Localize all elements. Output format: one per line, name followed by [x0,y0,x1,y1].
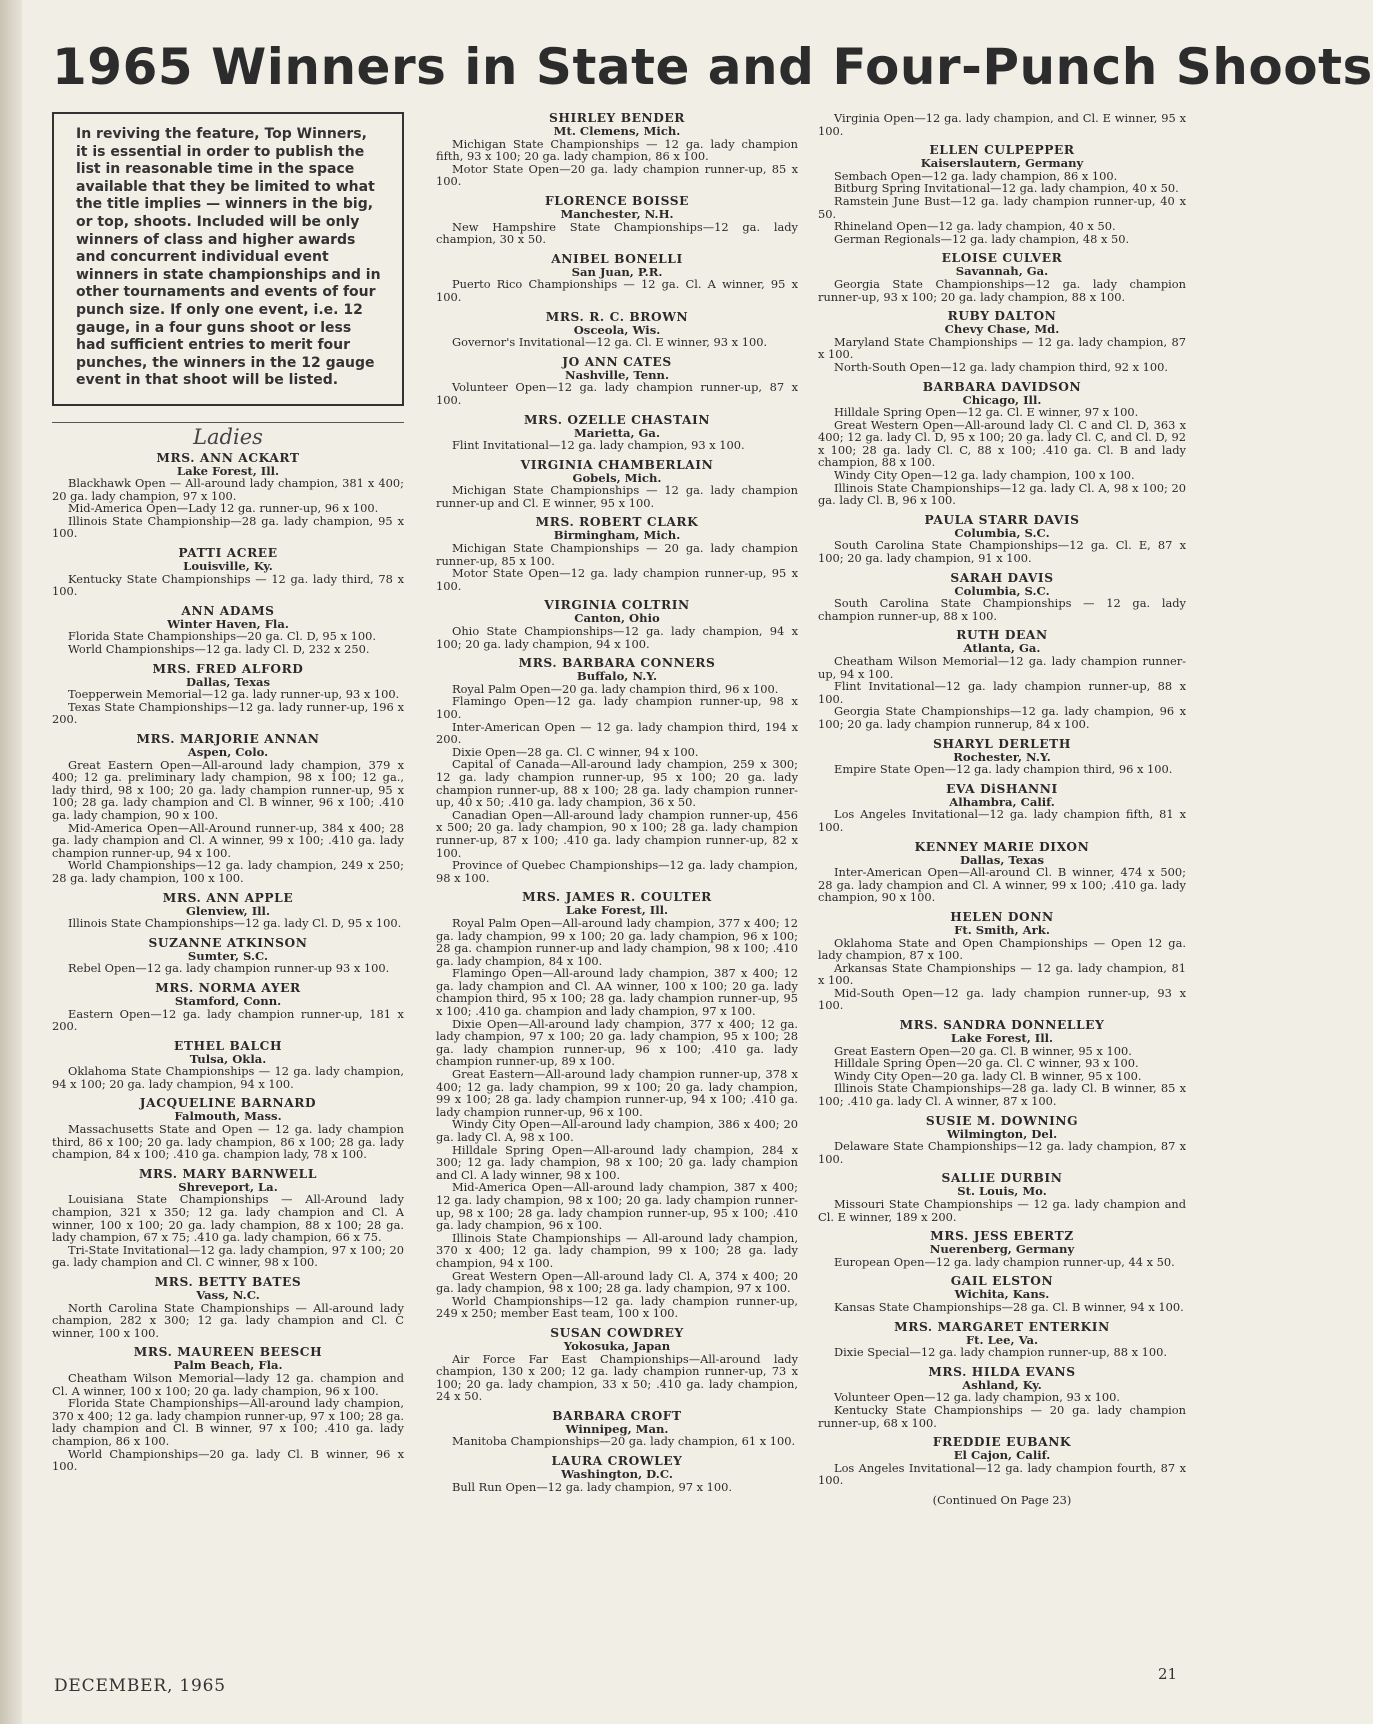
winner-hometown: Winter Haven, Fla. [167,616,289,631]
winner-entry [436,311,798,349]
event-result: Sembach Open—12 ga. lady champion, 86 x 100. [834,168,1118,183]
winner-entry [436,1410,798,1448]
intro-box: In reviving the feature, Top Winners, it is essential in order to publish the list in reasonable time in the space available that they be limited to what the title implies — winners in the big, or top, shoots. Included will be only winners of class and higher awards and concurrent individual event winners in state championships and in other tournaments and events of four punch size. If only one event, i.e. 12 gauge, in a four guns shoot or less had sufficient entries to merit four punches, the winners in the 12 gauge event in that shoot will be listed. [52,112,404,406]
winner-hometown: Wichita, Kans. [954,1287,1050,1302]
winner-entry [436,356,798,407]
winner-hometown: Columbia, S.C. [954,525,1050,540]
column-3 [818,112,1186,1507]
continued-note: (Continued On Page 23) [932,1492,1072,1507]
event-result: Windy City Open—All-around lady champion, 386 x 400; 20 ga. lady Cl. A, 98 x 100. [436,1117,798,1144]
winner-hometown: Osceola, Wis. [573,322,661,337]
winner-hometown: Lake Forest, Ill. [176,463,280,478]
winner-hometown: Canton, Ohio [574,611,660,626]
event-result: Great Western Open—All-around lady Cl. C and Cl. D, 363 x 400; 12 ga. lady Cl. D, 95 x 100; 20 ga. lady Cl. C, and Cl. D, 92 x 100; 28 ga. lady Cl. C, 88 x 100; .410 ga. Cl. B and lady champion, 88 x 100. [818,417,1186,470]
event-result: Florida State Championships—All-around lady champion, 370 x 400; 12 ga. lady champion runner-up, 97 x 100; 28 ga. lady champion and Cl. B winner, 97 x 100; .410 ga. lady champion, 86 x 100. [52,1396,404,1448]
event-result: Oklahoma State and Open Championships — Open 12 ga. lady champion, 87 x 100. [818,935,1186,963]
event-result: Los Angeles Invitational—12 ga. lady champion fifth, 81 x 100. [818,807,1186,834]
column-2 [436,112,798,1500]
event-result: Toepperwein Memorial—12 ga. lady runner-up, 93 x 100. [68,687,400,702]
event-result: Virginia Open—12 ga. lady champion, and Cl. E winner, 95 x 100. [818,111,1186,138]
winner-name: SHARYL DERLETH [933,736,1071,751]
winner-entry [52,1168,404,1269]
event-result: Michigan State Championships — 20 ga. lady champion runner-up, 85 x 100. [436,541,798,568]
event-result: Ramstein June Bust—12 ga. lady champion runner-up, 40 x 50. [818,193,1186,221]
winner-entry [818,381,1186,507]
event-result: Air Force Far East Championships—All-around lady champion, 130 x 200; 12 ga. lady champion runner-up, 73 x 100; 20 ga. lady champion, 33 x 50; .410 ga. lady champion, 24 x 50. [436,1351,798,1404]
winner-name: MRS. BARBARA CONNERS [518,656,716,671]
winner-hometown: Chevy Chase, Md. [944,322,1060,337]
event-result: Maryland State Championships — 12 ga. lady champion, 87 x 100. [818,334,1186,362]
winner-hometown: Ashland, Ky. [962,1377,1042,1392]
event-result: World Championships—12 ga. lady Cl. D, 232 x 250. [68,642,370,657]
winner-name: HELEN DONN [950,909,1054,924]
event-result: Volunteer Open—12 ga. lady champion, 93 x 100. [834,1390,1120,1405]
winner-entry [818,1366,1186,1429]
winner-hometown: Tulsa, Okla. [189,1051,267,1066]
winner-entry [818,1230,1186,1268]
winner-entry [52,982,404,1033]
event-result: Flint Invitational—12 ga. lady champion runner-up, 88 x 100. [818,679,1186,706]
entries-column-1 [52,452,404,1473]
event-result: Capital of Canada—All-around lady champion, 259 x 300; 12 ga. lady champion runner-up, 95 x 100; 20 ga. lady champion runner-up, 88 x 100; 28 ga. lady champion runner-up, 40 x 50; .410 ga. lady champion, 36 x 50. [436,757,798,810]
winner-hometown: Wilmington, Del. [946,1126,1058,1141]
winner-name: FREDDIE EUBANK [932,1435,1072,1450]
winner-name: MRS. NORMA AYER [155,980,301,995]
winner-hometown: Louisville, Ky. [183,559,273,574]
winner-name: SHIRLEY BENDER [548,111,686,125]
event-result: Windy City Open—20 ga. lady Cl. B winner, 95 x 100. [834,1068,1142,1083]
event-result: Missouri State Championships — 12 ga. lady champion and Cl. E winner, 189 x 200. [818,1197,1186,1224]
winner-name: JACQUELINE BARNARD [139,1096,317,1111]
event-result: Mid-America Open—Lady 12 ga. runner-up, 96 x 100. [68,501,379,516]
event-result: Massachusetts State and Open — 12 ga. lady champion third, 86 x 100; 20 ga. lady champion, 86 x 100; 28 ga. lady champion, 84 x 100; .410 ga. champion lady, 78 x 100. [52,1122,404,1162]
winner-name: FLORENCE BOISSE [544,193,690,208]
winner-name: MRS. OZELLE CHASTAIN [523,412,711,427]
event-result: Illinois State Championship—28 ga. lady champion, 95 x 100. [52,513,404,541]
event-result: Flamingo Open—All-around lady champion, 387 x 400; 12 ga. lady champion and Cl. AA winner, 100 x 100; 20 ga. lady champion third, 95 x 100; 28 ga. lady champion runner-up, 95 x 100; .410 ga. champion and lady champion, 97 x 100. [436,966,798,1019]
winner-name: KENNEY MARIE DIXON [914,839,1090,854]
winner-hometown: Lake Forest, Ill. [950,1031,1054,1046]
winner-name: SUSAN COWDREY [550,1325,684,1340]
event-result: Great Eastern Open—20 ga. Cl. B winner, 95 x 100. [834,1043,1132,1058]
winner-entry [818,1019,1186,1108]
event-result: Oklahoma State Championships — 12 ga. lady champion, 94 x 100; 20 ga. lady champion, 94 x 100. [52,1064,404,1091]
event-result: Flint Invitational—12 ga. lady champion, 93 x 100. [452,438,745,453]
winner-name: MRS. ANN ACKART [156,450,300,465]
winner-entry [436,459,798,510]
winner-entry [436,195,798,246]
event-result: New Hampshire State Championships—12 ga. lady champion, 30 x 50. [436,219,798,247]
event-result: Kansas State Championships—28 ga. Cl. B winner, 94 x 100. [834,1299,1184,1314]
event-result: Puerto Rico Championships — 12 ga. Cl. A winner, 95 x 100. [436,277,798,304]
winner-entry [52,1346,404,1472]
winner-entry [818,572,1186,623]
winner-entry [436,657,798,884]
winner-hometown: Birmingham, Mich. [553,528,681,543]
winner-name: MRS. BETTY BATES [154,1275,302,1289]
event-result: Arkansas State Championships — 12 ga. lady champion, 81 x 100. [818,960,1186,988]
event-result: Hilldale Spring Open—12 ga. Cl. E winner, 97 x 100. [834,405,1139,420]
winner-hometown: Shreveport, La. [178,1179,278,1194]
winner-hometown: Ft. Lee, Va. [965,1332,1039,1347]
winner-hometown: Vass, N.C. [196,1288,260,1302]
event-result: Bitburg Spring Invitational—12 ga. lady champion, 40 x 50. [834,181,1179,196]
event-result: Eastern Open—12 ga. lady champion runner-up, 181 x 200. [52,1006,404,1034]
winner-hometown: San Juan, P.R. [571,264,663,279]
event-result: Ohio State Championships—12 ga. lady champion, 94 x 100; 20 ga. lady champion, 94 x 100. [436,624,798,651]
winner-hometown: Marietta, Ga. [574,425,660,440]
winner-name: RUBY DALTON [947,309,1057,324]
event-result: Illinois State Championships—28 ga. lady Cl. B winner, 85 x 100; .410 ga. lady Cl. A winner, 87 x 100. [818,1081,1186,1109]
winner-name: GAIL ELSTON [950,1274,1054,1289]
winner-name: SARAH DAVIS [950,570,1054,585]
event-result: Cheatham Wilson Memorial—12 ga. lady champion runner-up, 94 x 100. [818,654,1186,681]
winner-name: BARBARA CROFT [552,1408,682,1423]
winner-entry [818,1115,1186,1166]
winner-name: ELLEN CULPEPPER [929,143,1075,158]
winner-name: MRS. SANDRA DONNELLEY [899,1018,1105,1033]
winner-entry [436,1327,798,1403]
winner-name: SALLIE DURBIN [941,1171,1063,1186]
event-result: Great Eastern Open—All-around lady champion, 379 x 400; 12 ga. preliminary lady champion, 98 x 100; 12 ga., lady third, 98 x 100; 20 ga. lady champion runner-up, 95 x 100; 28 ga. lady champion and Cl. B winner, 96 x 100; .410 ga. lady champion, 90 x 100. [52,757,404,822]
event-result: Mid-America Open—All-Around runner-up, 384 x 400; 28 ga. lady champion and Cl. A winner, 99 x 100; .410 ga. lady champion runner-up, 94 x 100. [52,820,404,860]
winner-entry [436,414,798,452]
event-result: Georgia State Championships—12 ga. lady champion runner-up, 93 x 100; 20 ga. lady champion, 88 x 100. [818,276,1186,304]
event-result: South Carolina State Championships — 12 ga. lady champion runner-up, 88 x 100. [818,596,1186,623]
winner-name: MRS. MARY BARNWELL [138,1166,318,1181]
event-result: World Championships—20 ga. lady Cl. B winner, 96 x 100. [52,1446,404,1474]
winner-entry [818,112,1186,137]
event-result: Rebel Open—12 ga. lady champion runner-up 93 x 100. [68,961,390,976]
event-result: Flamingo Open—12 ga. lady champion runner-up, 98 x 100. [436,694,798,721]
winner-entry [436,891,798,1320]
winner-hometown: Ft. Smith, Ark. [954,922,1050,937]
entries-column-2 [436,112,798,1493]
winner-hometown: Falmouth, Mass. [174,1109,282,1124]
winner-name: MRS. MAUREEN BEESCH [133,1345,323,1360]
winner-name: LAURA CROWLEY [551,1454,683,1469]
event-result: Cheatham Wilson Memorial—lady 12 ga. champion and Cl. A winner, 100 x 100; 20 ga. lady champion, 96 x 100. [52,1370,404,1398]
event-result: Mid-America Open—All-around lady champion, 387 x 400; 12 ga. lady champion, 98 x 100; 20 ga. lady champion runner-up, 98 x 100; 28 ga. lady champion runner-up, 95 x 100; .410 ga. lady champion, 96 x 100. [436,1180,798,1233]
footer-date: DECEMBER, 1965 [54,1676,226,1696]
event-result: European Open—12 ga. lady champion runner-up, 44 x 50. [834,1254,1175,1269]
winner-hometown: Mt. Clemens, Mich. [553,124,681,138]
event-result: Michigan State Championships — 12 ga. lady champion fifth, 93 x 100; 20 ga. lady champion, 86 x 100. [436,136,798,164]
event-result: Illinois State Championships—12 ga. lady Cl. A, 98 x 100; 20 ga. lady Cl. B, 96 x 100. [818,480,1186,508]
winner-entry [52,733,404,885]
winner-entry [818,144,1186,245]
winner-name: MRS. MARGARET ENTERKIN [894,1319,1110,1334]
winner-hometown: Gobels, Mich. [572,470,662,485]
winner-entry [52,937,404,975]
winner-hometown: Rochester, N.Y. [953,749,1051,764]
winner-entry [52,452,404,541]
entries-column-3 [818,112,1186,1487]
winner-hometown: Chicago, Ill. [962,392,1042,407]
event-result: Royal Palm Open—20 ga. lady champion third, 96 x 100. [452,681,779,696]
winner-hometown: Palm Beach, Fla. [173,1358,283,1373]
event-result: Province of Quebec Championships—12 ga. lady champion, 98 x 100. [436,858,798,885]
winner-name: MRS. R. C. BROWN [545,309,689,324]
winner-entry [818,783,1186,834]
event-result: Governor's Invitational—12 ga. Cl. E winner, 93 x 100. [452,335,768,350]
event-result: Inter-American Open—All-around Cl. B winner, 474 x 500; 28 ga. lady champion and Cl. A winner, 99 x 100; .410 ga. lady champion, 90 x 100. [818,865,1186,905]
winner-entry [52,605,404,656]
winner-name: ANN ADAMS [181,603,275,618]
event-result: Volunteer Open—12 ga. lady champion runner-up, 87 x 100. [436,380,798,407]
winner-name: ETHEL BALCH [173,1038,283,1053]
winner-name: VIRGINIA COLTRIN [544,598,690,613]
section-heading: Ladies [52,422,404,444]
winner-entry [818,1172,1186,1223]
event-result: Michigan State Championships — 12 ga. lady champion runner-up and Cl. E winner, 95 x 100. [436,483,798,510]
event-result: Illinois State Championships — All-around lady champion, 370 x 400; 12 ga. lady champion, 99 x 100; 28 ga. lady champion, 94 x 100. [436,1230,798,1270]
winner-name: ELOISE CULVER [941,251,1063,266]
winner-hometown: Savannah, Ga. [955,264,1049,279]
event-result: Illinois State Championships—12 ga. lady Cl. D, 95 x 100. [68,916,402,931]
winner-name: SUSIE M. DOWNING [925,1113,1079,1128]
winner-entry [818,841,1186,904]
event-result: Florida State Championships—20 ga. Cl. D, 95 x 100. [68,629,376,644]
event-result: Hilldale Spring Open—20 ga. Cl. C winner, 93 x 100. [834,1056,1139,1071]
event-result: Motor State Open—12 ga. lady champion runner-up, 95 x 100. [436,566,798,593]
winner-entry [436,599,798,650]
winner-hometown: Lake Forest, Ill. [565,903,669,918]
winner-hometown: Dallas, Texas [185,674,271,689]
event-result: North-South Open—12 ga. lady champion third, 92 x 100. [834,359,1168,374]
winner-hometown: Washington, D.C. [561,1467,673,1482]
winner-name: MRS. HILDA EVANS [928,1364,1076,1379]
event-result: Dixie Special—12 ga. lady champion runner-up, 88 x 100. [834,1345,1168,1360]
winner-entry [52,1276,404,1339]
winner-entry [52,1097,404,1160]
event-result: Kentucky State Championships — 12 ga. lady third, 78 x 100. [52,571,404,599]
winner-name: VIRGINIA CHAMBERLAIN [520,457,714,472]
winner-name: EVA DiSHANNI [946,781,1058,796]
winner-entry [436,1455,798,1493]
winner-hometown: Aspen, Colo. [187,745,269,759]
winner-name: MRS. MARJORIE ANNAN [136,732,320,746]
event-result: German Regionals—12 ga. lady champion, 48 x 50. [834,231,1130,246]
winner-hometown: Stamford, Conn. [174,993,282,1008]
winner-hometown: St. Louis, Mo. [957,1184,1047,1199]
winner-hometown: Glenview, Ill. [185,903,270,918]
event-result: Royal Palm Open—All-around lady champion, 377 x 400; 12 ga. lady champion, 99 x 100; 20 ga. lady champion, 96 x 100; 28 ga. champion runner-up and lady champion, 98 x 100; .410 ga. lady champion, 84 x 100. [436,915,798,968]
winner-hometown: Nashville, Tenn. [564,367,670,382]
winner-name: JO ANN CATES [562,354,672,369]
winner-hometown: Dallas, Texas [959,852,1045,867]
winner-name: PAULA STARR DAVIS [924,512,1080,527]
winner-entry [818,514,1186,565]
winner-entry [52,547,404,598]
winner-entry [818,310,1186,373]
event-result: South Carolina State Championships—12 ga. Cl. E, 87 x 100; 20 ga. lady champion, 91 x 100. [818,538,1186,566]
winner-entry [52,1040,404,1091]
winner-name: BARBARA DAVIDSON [922,379,1082,394]
event-result: Mid-South Open—12 ga. lady champion runner-up, 93 x 100. [818,985,1186,1013]
event-result: Great Western Open—All-around lady Cl. A, 374 x 400; 20 ga. lady champion, 98 x 100; 28 ga. lady champion, 97 x 100. [436,1268,798,1296]
event-result: Windy City Open—12 ga. lady champion, 100 x 100. [834,468,1135,483]
winner-name: MRS. JAMES R. COULTER [522,890,712,905]
event-result: Delaware State Championships—12 ga. lady champion, 87 x 100. [818,1139,1186,1166]
event-result: Dixie Open—All-around lady champion, 377 x 400; 12 ga. lady champion, 97 x 100; 20 ga. lady champion, 95 x 100; 28 ga. lady champion runner-up, 96 x 100; .410 ga. lady champion runner-up, 89 x 100. [436,1016,798,1069]
winner-entry [818,252,1186,303]
winner-name: MRS. ROBERT CLARK [535,515,699,530]
event-result: Blackhawk Open — All-around lady champion, 381 x 400; 20 ga. lady champion, 97 x 100. [52,476,404,503]
event-result: Bull Run Open—12 ga. lady champion, 97 x 100. [452,1479,732,1494]
event-result: Georgia State Championships—12 ga. lady champion, 96 x 100; 20 ga. lady champion runnerup, 84 x 100. [818,704,1186,731]
binding-edge [0,0,22,1724]
winner-entry [52,892,404,930]
event-result: Tri-State Invitational—12 ga. lady champion, 97 x 100; 20 ga. lady champion and Cl. C winner, 98 x 100. [52,1242,404,1270]
winner-hometown: Nuerenberg, Germany [929,1242,1075,1257]
winner-entry [818,738,1186,776]
winner-hometown: El Cajon, Calif. [953,1448,1051,1463]
winner-hometown: Manchester, N.H. [560,206,674,221]
event-result: Motor State Open—20 ga. lady champion runner-up, 85 x 100. [436,161,798,189]
winner-entry [436,516,798,592]
page-title: 1965 Winners in State and Four-Punch Shoots [52,38,1373,96]
winner-entry [436,253,798,304]
winner-name: ANIBEL BONELLI [551,251,683,266]
event-result: Dixie Open—28 ga. Cl. C winner, 94 x 100. [452,744,699,759]
winner-hometown: Columbia, S.C. [954,583,1050,598]
event-result: Manitoba Championships—20 ga. lady champion, 61 x 100. [452,1434,796,1449]
event-result: Inter-American Open — 12 ga. lady champion third, 194 x 200. [436,719,798,747]
winner-hometown: Buffalo, N.Y. [576,669,658,684]
winner-name: RUTH DEAN [956,628,1048,643]
winner-hometown: Kaiserslautern, Germany [920,156,1084,171]
winner-entry [436,112,798,188]
winner-entry [52,663,404,726]
event-result: Canadian Open—All-around lady champion runner-up, 456 x 500; 20 ga. lady champion, 90 x 100; 28 ga. lady champion runner-up, 87 x 100; .410 ga. lady champion runner-up, 82 x 100. [436,807,798,860]
winner-entry [818,1436,1186,1487]
winner-name: MRS. ANN APPLE [162,890,294,905]
event-result: World Championships—12 ga. lady champion, 249 x 250; 28 ga. lady champion, 100 x 100. [52,858,404,885]
winner-entry [818,629,1186,730]
page-number: 21 [1158,1665,1178,1683]
winner-name: SUZANNE ATKINSON [148,935,308,950]
winner-name: MRS. FRED ALFORD [152,661,304,676]
winner-hometown: Alhambra, Calif. [949,794,1055,809]
winner-entry [818,1275,1186,1313]
event-result: Rhineland Open—12 ga. lady champion, 40 x 50. [834,219,1116,234]
event-result: Los Angeles Invitational—12 ga. lady champion fourth, 87 x 100. [818,1460,1186,1488]
event-result: Texas State Championships—12 ga. lady runner-up, 196 x 200. [52,699,404,727]
winner-hometown: Sumter, S.C. [187,948,269,963]
winner-name: MRS. JESS EBERTZ [930,1229,1074,1244]
winner-hometown: Atlanta, Ga. [963,641,1041,656]
event-result: Louisiana State Championships — All-Around lady champion, 321 x 350; 12 ga. lady champion and Cl. A winner, 100 x 100; 20 ga. lady champion, 88 x 100; 28 ga. lady champion, 67 x 75; .410 ga. lady champion, 66 x 75. [52,1192,404,1245]
winner-entry [818,911,1186,1012]
event-result: North Carolina State Championships — All-around lady champion, 282 x 300; 12 ga. lady champion and Cl. C winner, 100 x 100. [52,1300,404,1340]
event-result: Empire State Open—12 ga. lady champion third, 96 x 100. [834,762,1173,777]
winner-hometown: Winnipeg, Man. [565,1421,669,1436]
winner-entry [818,1321,1186,1359]
event-result: Great Eastern—All-around lady champion runner-up, 378 x 400; 12 ga. lady champion, 99 x 100; 20 ga. lady champion, 99 x 100; 28 ga. lady champion runner-up, 94 x 100; .410 ga. lady champion runner-up, 96 x 100. [436,1067,798,1119]
event-result: Hilldale Spring Open—All-around lady champion, 284 x 300; 12 ga. lady champion, 98 x 100; 20 ga. lady champion and Cl. A lady winner, 98 x 100. [436,1142,798,1182]
column-1 [52,112,404,1480]
event-result: Kentucky State Championships — 20 ga. lady champion runner-up, 68 x 100. [818,1402,1186,1430]
winner-name: PATTI ACREE [178,546,278,561]
winner-hometown: Yokosuka, Japan [563,1338,671,1353]
event-result: World Championships—12 ga. lady champion runner-up, 249 x 250; member East team, 100 x 100. [436,1293,798,1321]
